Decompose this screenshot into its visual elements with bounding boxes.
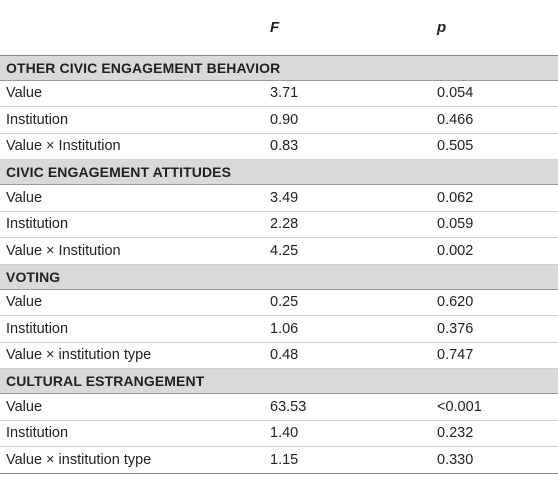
row-p-value: 0.232 — [437, 420, 558, 447]
section-title: VOTING — [0, 264, 558, 289]
row-p-value: 0.330 — [437, 447, 558, 474]
row-p-value: 0.466 — [437, 107, 558, 134]
row-p-value: 0.620 — [437, 289, 558, 316]
row-p-value: 0.059 — [437, 211, 558, 238]
table-row — [0, 289, 558, 316]
row-label: Value — [0, 80, 270, 107]
table-row — [0, 133, 558, 160]
row-p-value: 0.002 — [437, 238, 558, 265]
row-f-value: 4.25 — [270, 238, 437, 265]
row-p-value: 0.376 — [437, 316, 558, 343]
table-header — [0, 0, 558, 55]
table-row — [0, 394, 558, 421]
row-label: Value × institution type — [0, 342, 270, 369]
row-p-value: 0.505 — [437, 133, 558, 160]
header-p-value: p — [437, 0, 558, 55]
row-f-value: 63.53 — [270, 394, 437, 421]
row-p-value: <0.001 — [437, 394, 558, 421]
row-label: Value × Institution — [0, 133, 270, 160]
table-row — [0, 420, 558, 447]
row-label: Institution — [0, 107, 270, 134]
row-label: Value × institution type — [0, 447, 270, 474]
row-label: Value × Institution — [0, 238, 270, 265]
section-row — [0, 160, 558, 185]
row-f-value: 2.28 — [270, 211, 437, 238]
row-p-value: 0.054 — [437, 80, 558, 107]
row-f-value: 1.06 — [270, 316, 437, 343]
header-f-statistic: F — [270, 0, 437, 55]
table-row — [0, 316, 558, 343]
row-f-value: 0.48 — [270, 342, 437, 369]
row-f-value: 0.90 — [270, 107, 437, 134]
section-row — [0, 264, 558, 289]
row-label: Value — [0, 289, 270, 316]
row-f-value: 3.71 — [270, 80, 437, 107]
section-row — [0, 369, 558, 394]
header-label — [0, 0, 270, 55]
table-row — [0, 342, 558, 369]
row-label: Value — [0, 394, 270, 421]
table-row — [0, 447, 558, 474]
row-p-value: 0.062 — [437, 185, 558, 212]
row-label: Institution — [0, 211, 270, 238]
row-f-value: 0.25 — [270, 289, 437, 316]
table-row — [0, 211, 558, 238]
row-f-value: 0.83 — [270, 133, 437, 160]
row-f-value: 1.40 — [270, 420, 437, 447]
row-label: Institution — [0, 420, 270, 447]
row-p-value: 0.747 — [437, 342, 558, 369]
row-f-value: 3.49 — [270, 185, 437, 212]
table-row — [0, 238, 558, 265]
table-row — [0, 185, 558, 212]
table-row — [0, 107, 558, 134]
section-title: OTHER CIVIC ENGAGEMENT BEHAVIOR — [0, 55, 558, 80]
table-body — [0, 55, 558, 473]
section-title: CIVIC ENGAGEMENT ATTITUDES — [0, 160, 558, 185]
header-row — [0, 0, 558, 55]
section-row — [0, 55, 558, 80]
row-f-value: 1.15 — [270, 447, 437, 474]
row-label: Value — [0, 185, 270, 212]
row-label: Institution — [0, 316, 270, 343]
table-row — [0, 80, 558, 107]
section-title: CULTURAL ESTRANGEMENT — [0, 369, 558, 394]
